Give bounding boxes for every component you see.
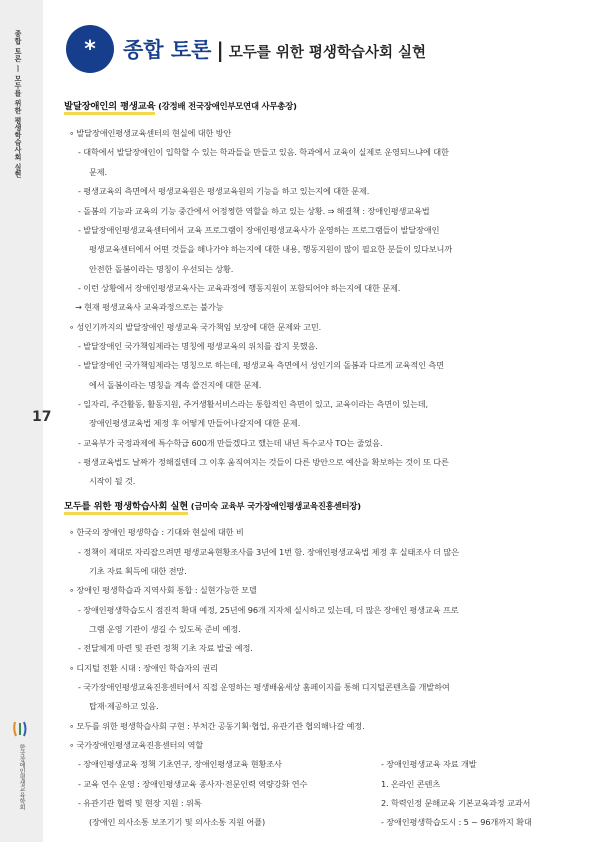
sub-item: - 평생교육의 측면에서 평생교육원은 평생교육원의 기능을 하고 있는지에 대한 문제. xyxy=(78,186,370,196)
sub-item-continued: 기초 자료 획득에 대한 전망. xyxy=(89,566,187,576)
bullet-item: ∘ 장애인 평생학습과 지역사회 통합 : 실현가능한 모델 xyxy=(69,585,257,595)
sub-item-continued: 문제. xyxy=(89,167,107,177)
sub-item: - 유관기관 협력 및 현장 지원 : 위톡 xyxy=(78,798,202,808)
bullet-item: ∘ 한국의 장애인 평생학습 : 기대와 현실에 대한 비 xyxy=(69,527,244,537)
sub-item-continued: 평생교육센터에서 어떤 것들을 해나가야 하는지에 대한 내용, 행동지원이 많이 필요한 분들이 있다보니까 xyxy=(89,244,453,254)
sub-item-continued: 안전한 돌봄이라는 명칭이 우선되는 상황. xyxy=(89,264,234,274)
arrow-item: → 현재 평생교육사 교육과정으로는 불가능 xyxy=(75,302,224,312)
sub-item-continued: 탑재·제공하고 있음. xyxy=(89,701,159,711)
society-logo xyxy=(12,720,32,815)
logo-text: 한국장애인평생교육학회 xyxy=(18,744,25,810)
bullet-item: ∘ 국가장애인평생교육진흥센터의 역할 xyxy=(69,740,204,750)
asterisk-icon: * xyxy=(66,25,114,73)
sidebar-title: 종합 토론 ㅣ 모두를 위한 평생학습사회 실현 xyxy=(14,30,22,178)
sub-item-continued: 에서 돌봄이라는 명칭을 계속 쓸건지에 대한 문제. xyxy=(89,380,262,390)
right-column-item: 1. 온라인 콘텐츠 xyxy=(381,779,440,789)
sub-item-continued: (장애인 의사소통 보조기기 및 의사소통 지원 어플) xyxy=(89,817,265,827)
sub-item: - 이런 상황에서 장애인평생교육사는 교육과정에 행동지원이 포함되어야 하는지에 대한 문제. xyxy=(78,283,401,293)
sub-item: - 교육 연수 운영 : 장애인평생교육 종사자·전문인력 역량강화 연수 xyxy=(78,779,308,789)
page-header xyxy=(123,34,426,64)
sub-item: - 발달장애인 국가책임제라는 명칭으로 하는데, 평생교육 측면에서 성인기의 돌봄과 다르게 교육적인 측면 xyxy=(78,360,444,370)
sub-item: - 대학에서 발달장애인이 입학할 수 있는 학과들을 만들고 있음. 학과에서 교육이 실제로 운영되느냐에 대한 xyxy=(78,147,449,157)
bullet-item: ∘ 성인기까지의 발달장애인 평생교육 국가책임 보장에 대한 문제와 고민. xyxy=(69,322,322,332)
bullet-item: ∘ 발달장애인평생교육센터의 현실에 대한 방안 xyxy=(69,128,232,138)
sub-item: - 정책이 제대로 자리잡으려면 평생교육현황조사를 3년에 1번 함. 장애인평생교육법 제정 후 실태조사 더 많은 xyxy=(78,547,459,557)
section-title xyxy=(64,100,297,114)
section-heading: 모두를 위한 평생학습사회 실현 xyxy=(64,501,188,515)
sub-item: - 일자리, 주간활동, 활동지원, 주거생활서비스라는 통합적인 측면이 있고, 교육이라는 측면이 있는데, xyxy=(78,399,428,409)
sidebar xyxy=(0,0,52,842)
section-speaker: (금미숙 교육부 국가장애인평생교육진흥센터장) xyxy=(188,501,361,511)
sub-item-continued: 시작이 될 것. xyxy=(89,476,136,486)
page-number: 17 xyxy=(32,409,52,425)
bullet-item: ∘ 디지털 전환 시대 : 장애인 학습자의 권리 xyxy=(69,663,218,673)
header-title: 종합 토론 xyxy=(123,38,212,62)
sub-item: - 평생교육법도 날짜가 정해질텐데 그 이후 움직여지는 것들이 다른 방안으로 예산을 확보하는 것이 또 다른 xyxy=(78,457,449,467)
sub-item: - 교육부가 국정과제에 특수학급 600개 만들겠다고 했는데 내년 특수교사 TO는 줄었음. xyxy=(78,438,383,448)
right-column-item: - 장애인평생학습도시 : 5 ~ 96개까지 확대 xyxy=(381,817,532,827)
header-divider: | xyxy=(216,38,224,62)
sub-item: - 발달장애인평생교육센터에서 교육 프로그램이 장애인평생교육사가 운영하는 프로그램들이 발달장애인 xyxy=(78,225,440,235)
bullet-item: ∘ 모두를 위한 평생학습사회 구현 : 부처간 공동기획·협업, 유관기관 협의해나갈 예정. xyxy=(69,721,365,731)
section-heading: 발달장애인의 평생교육 xyxy=(64,101,155,115)
header-subtitle: 모두를 위한 평생학습사회 실현 xyxy=(228,45,427,61)
sub-item-continued: 장애인평생교육법 제정 후 어떻게 만들어나갈지에 대한 문제. xyxy=(89,418,301,428)
right-column-item: 2. 학력인정 문해교육 기본교육과정 교과서 xyxy=(381,798,531,808)
sub-item: - 돌봄의 기능과 교육의 기능 중간에서 어정쩡한 역할을 하고 있는 상황. ⇒ 해결책 : 장애인평생교육법 xyxy=(78,206,430,216)
sub-item: - 장애인평생학습도시 점진적 확대 예정, 25년에 96개 지자체 실시하고 있는데, 더 많은 장애인 평생교육 프로 xyxy=(78,605,459,615)
sub-item: - 전달체계 마련 및 관련 정책 기초 자료 발굴 예정. xyxy=(78,643,253,653)
sub-item-continued: 그램 운영 기관이 생길 수 있도록 준비 예정. xyxy=(89,624,241,634)
right-column-item: - 장애인평생교육 자료 개발 xyxy=(381,759,477,769)
sub-item: - 국가장애인평생교육진흥센터에서 직접 운영하는 평생배움세상 홈페이지를 통해 디지털콘텐츠를 개발하여 xyxy=(78,682,450,692)
logo-mark-icon xyxy=(12,720,28,738)
section-speaker: (강정배 전국장애인부모연대 사무총장) xyxy=(155,101,297,111)
sub-item: - 발달장애인 국가책임제라는 명칭에 평생교육의 위치를 잡지 못했음. xyxy=(78,341,318,351)
sub-item: - 장애인평생교육 정책 기초연구, 장애인평생교육 현황조사 xyxy=(78,759,282,769)
section-title xyxy=(64,500,361,514)
